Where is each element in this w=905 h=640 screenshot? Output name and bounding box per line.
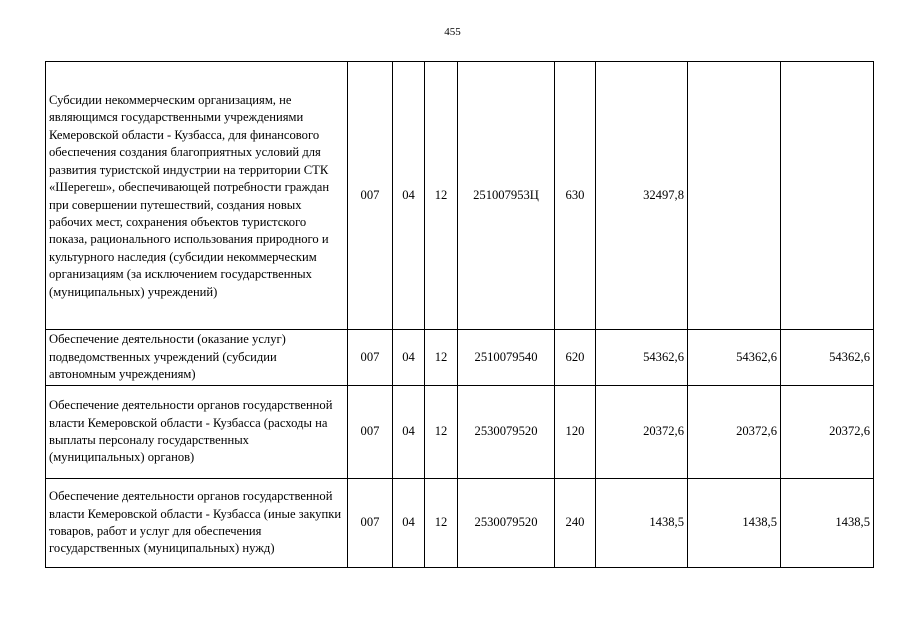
expense-type-code: 630	[555, 62, 596, 330]
ministry-code: 007	[348, 62, 393, 330]
amount-year-2: 1438,5	[688, 479, 781, 568]
section-code: 04	[393, 479, 425, 568]
amount-year-3	[781, 62, 874, 330]
amount-year-1: 1438,5	[596, 479, 688, 568]
table-row	[46, 62, 874, 330]
expense-type-code: 620	[555, 330, 596, 386]
section-code: 04	[393, 386, 425, 479]
subsection-code: 12	[425, 479, 458, 568]
amount-year-3: 20372,6	[781, 386, 874, 479]
ministry-code: 007	[348, 330, 393, 386]
expense-type-code: 120	[555, 386, 596, 479]
row-description: Обеспечение деятельности органов государственной власти Кемеровской области - Кузбасса (расходы на выплаты персоналу государственных (муниципальных) органов)	[46, 386, 348, 479]
ministry-code: 007	[348, 479, 393, 568]
amount-year-1: 20372,6	[596, 386, 688, 479]
page-number: 455	[444, 26, 461, 38]
amount-year-2: 54362,6	[688, 330, 781, 386]
section-code: 04	[393, 62, 425, 330]
target-article-code: 251007953Ц	[458, 62, 555, 330]
target-article-code: 2530079520	[458, 386, 555, 479]
subsection-code: 12	[425, 330, 458, 386]
budget-table	[45, 61, 874, 568]
subsection-code: 12	[425, 386, 458, 479]
amount-year-3: 1438,5	[781, 479, 874, 568]
amount-year-2: 20372,6	[688, 386, 781, 479]
table-row	[46, 479, 874, 568]
table-row	[46, 330, 874, 386]
row-description: Обеспечение деятельности органов государственной власти Кемеровской области - Кузбасса (иные закупки товаров, работ и услуг для обеспечения государственных (муниципальных) нужд)	[46, 479, 348, 568]
subsection-code: 12	[425, 62, 458, 330]
amount-year-1: 54362,6	[596, 330, 688, 386]
row-description: Обеспечение деятельности (оказание услуг) подведомственных учреждений (субсидии автономным учреждениям)	[46, 330, 348, 386]
amount-year-2	[688, 62, 781, 330]
ministry-code: 007	[348, 386, 393, 479]
section-code: 04	[393, 330, 425, 386]
target-article-code: 2530079520	[458, 479, 555, 568]
table-row	[46, 386, 874, 479]
amount-year-3: 54362,6	[781, 330, 874, 386]
row-description: Субсидии некоммерческим организациям, не являющимся государственными учреждениями Кемеровской области - Кузбасса, для финансового обеспечения создания благоприятных условий для развития туристской индустрии на территории СТК «Шерегеш», обеспечивающей потребности граждан при совершении путешествий, создания новых рабочих мест, сохранения объектов туристского показа, рационального использования природного и культурного наследия (субсидии некоммерческим организациям (за исключением государственных (муниципальных) учреждений)	[46, 62, 348, 330]
target-article-code: 2510079540	[458, 330, 555, 386]
amount-year-1: 32497,8	[596, 62, 688, 330]
expense-type-code: 240	[555, 479, 596, 568]
